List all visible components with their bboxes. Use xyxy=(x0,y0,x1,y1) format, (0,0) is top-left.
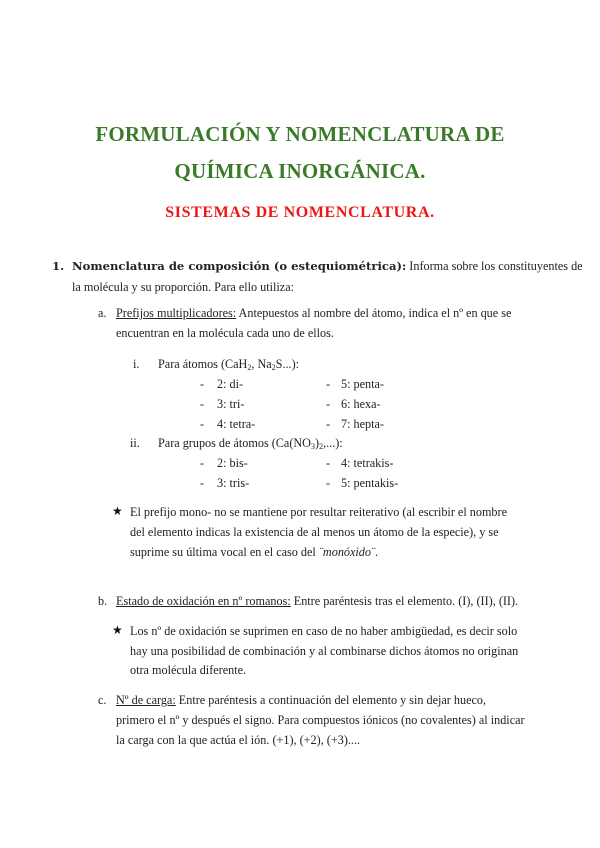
prefix-item: 5: penta- xyxy=(341,377,384,391)
note-b-line1: Los nº de oxidación se suprimen en caso de no haber ambigüedad, es decir solo xyxy=(130,624,518,638)
dash: - xyxy=(200,377,205,391)
note-a-line3-pre: suprime su última vocal en el caso del xyxy=(130,545,319,559)
item-c-line3: la carga con la que actúa el ión. (+1), (+2), (+3).... xyxy=(116,733,361,747)
subtitle: SISTEMAS DE NOMENCLATURA. xyxy=(165,204,435,221)
dash: - xyxy=(200,417,205,431)
dash: - xyxy=(200,476,205,490)
prefix-item: 4: tetra- xyxy=(217,417,256,431)
dash: - xyxy=(326,476,331,490)
prefix-item: 6: hexa- xyxy=(341,397,381,411)
dash: - xyxy=(200,397,205,411)
star-bullet-icon: ★ xyxy=(112,504,123,518)
item-c-text: Entre paréntesis a continuación del elemento y sin dejar hueco, xyxy=(175,693,487,707)
sub-ii-text-post: ,...): xyxy=(323,436,343,450)
sub-i-text xyxy=(158,354,299,375)
title-line-1: FORMULACIÓN Y NOMENCLATURA DE xyxy=(95,122,505,146)
note-a-line3 xyxy=(130,542,378,563)
sub-i-marker: i. xyxy=(133,357,140,371)
sub-ii-text xyxy=(158,433,343,454)
prefix-item: 3: tri- xyxy=(217,397,245,411)
sub-i-text-pre: Para átomos (CaH xyxy=(158,357,248,371)
dash: - xyxy=(200,456,205,470)
sub-i-text-post: S...): xyxy=(275,357,300,371)
note-a-line2: del elemento indicas la existencia de al menos un átomo de la especie), y se xyxy=(130,525,499,539)
dash: - xyxy=(326,417,331,431)
subscript: 2 xyxy=(271,363,276,372)
note-a-line3-post: . xyxy=(375,545,379,559)
sub-i-text-mid: , Na xyxy=(251,357,272,371)
item-b-label: Estado de oxidación en nº romanos: xyxy=(116,594,291,608)
item-b-text: Entre paréntesis tras el elemento. (I), (II), (II). xyxy=(290,594,519,608)
sub-ii-marker: ii. xyxy=(130,436,140,450)
item-c-line1 xyxy=(116,690,486,711)
item-c-marker: c. xyxy=(98,693,107,707)
note-a-line1: El prefijo mono- no se mantiene por resultar reiterativo (al escribir el nombre xyxy=(130,505,507,519)
prefix-item: 3: tris- xyxy=(217,476,250,490)
prefix-item: 7: hepta- xyxy=(341,417,384,431)
prefix-item: 2: bis- xyxy=(217,456,248,470)
item-a-marker: a. xyxy=(98,306,107,320)
item-b-marker: b. xyxy=(98,594,108,608)
prefix-item: 4: tetrakis- xyxy=(341,456,394,470)
section-intro-text: Informa sobre los constituyentes de xyxy=(406,259,583,273)
note-b-line3: otra molécula diferente. xyxy=(130,663,247,677)
item-a-label: Prefijos multiplicadores: xyxy=(116,306,237,320)
prefix-item: 5: pentakis- xyxy=(341,476,399,490)
subscript: 2 xyxy=(247,363,252,372)
item-a-line1 xyxy=(116,303,511,324)
section-intro-line1 xyxy=(72,256,583,277)
item-c-line2: primero el nº y después el signo. Para compuestos iónicos (no covalentes) al indicar xyxy=(116,713,525,727)
prefix-item: 2: di- xyxy=(217,377,244,391)
dash: - xyxy=(326,397,331,411)
note-b-line2: hay una posibilidad de combinación y al combinarse dichos átomos no originan xyxy=(130,644,519,658)
item-a-text: Antepuestos al nombre del átomo, indica el nº en que se xyxy=(236,306,512,320)
sub-ii-text-mid: ) xyxy=(315,436,320,450)
item-c-label: Nº de carga: xyxy=(116,693,176,707)
title-line-2: QUÍMICA INORGÁNICA. xyxy=(174,159,426,183)
item-b-line xyxy=(116,591,518,612)
subscript: 3 xyxy=(311,442,315,451)
sub-ii-text-pre: Para grupos de átomos (Ca(NO xyxy=(158,436,311,450)
section-intro-line2: la molécula y su proporción. Para ello utiliza: xyxy=(72,280,295,294)
dash: - xyxy=(326,456,331,470)
item-a-line2: encuentran en la molécula cada uno de ellos. xyxy=(116,326,334,340)
subscript: 2 xyxy=(319,442,324,451)
dash: - xyxy=(326,377,331,391)
section-number: 1. xyxy=(52,259,65,273)
star-bullet-icon: ★ xyxy=(112,623,123,637)
section-heading: Nomenclatura de composición (o estequiométrica): xyxy=(72,259,407,273)
note-a-italic: ¨monóxido¨ xyxy=(318,545,376,559)
